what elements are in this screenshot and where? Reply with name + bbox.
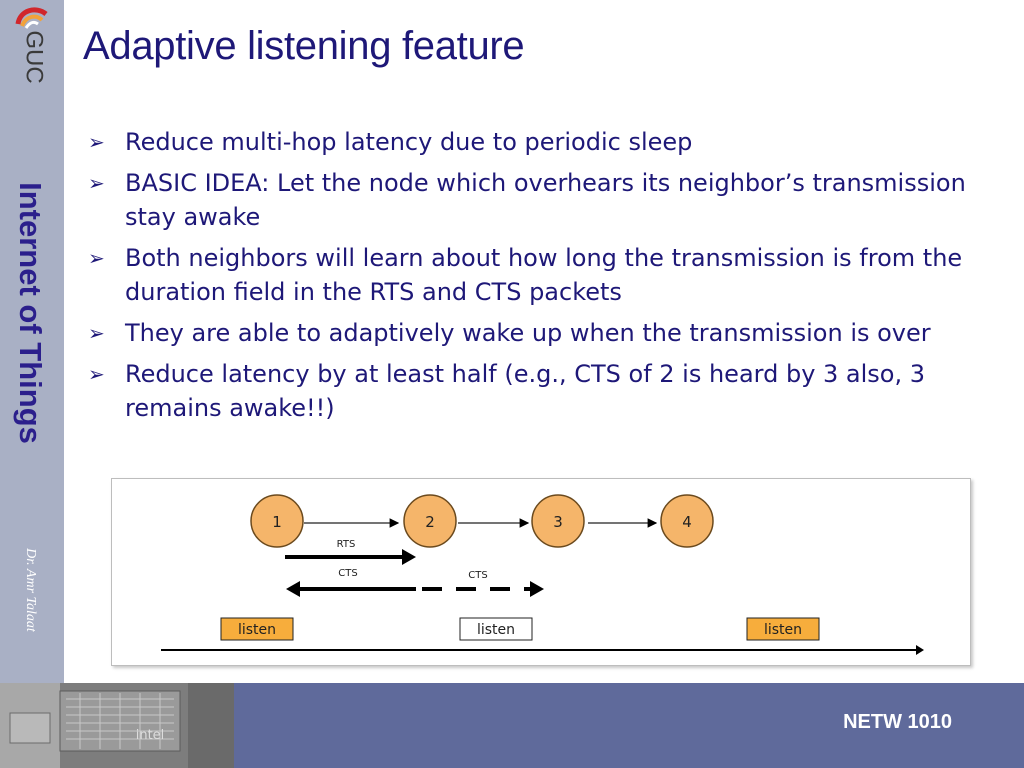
arrow-bullet-icon: ➢ [88, 171, 105, 195]
node-label: 3 [553, 513, 563, 531]
bullet-text: Reduce multi-hop latency due to periodic sleep [125, 128, 693, 156]
adaptive-listening-diagram [111, 478, 971, 666]
arrow-bullet-icon: ➢ [88, 321, 105, 345]
bullet-item [88, 241, 1000, 309]
node-label: 2 [425, 513, 435, 531]
rts-arrowhead [402, 549, 416, 565]
listen-box-1 [221, 618, 293, 640]
arrow-bullet-icon: ➢ [88, 130, 105, 154]
left-sidebar [0, 0, 64, 683]
bullet-text: They are able to adaptively wake up when the transmission is over [125, 319, 931, 347]
node-3 [532, 495, 584, 547]
node-2 [404, 495, 456, 547]
bullet-list [88, 125, 1000, 432]
cts-arrowhead-left [286, 581, 300, 597]
bullet-item [88, 125, 1000, 159]
listen-label: listen [476, 622, 516, 638]
listen-label: listen [237, 622, 277, 638]
listen-box-2 [460, 618, 532, 640]
bullet-item [88, 166, 1000, 234]
bullet-text: BASIC IDEA: Let the node which overhears its neighbor’s transmission stay awake [125, 169, 966, 231]
cts-label-left: CTS [338, 568, 358, 579]
listen-label: listen [763, 622, 803, 638]
author-name: Dr. Amr Talaat [23, 548, 38, 632]
time-axis-arrowhead [916, 645, 924, 655]
footer-bar [0, 683, 1024, 768]
logo-text: GUC [20, 30, 48, 84]
node-label: 4 [682, 513, 692, 531]
bullet-text: Both neighbors will learn about how long the transmission is from the duration field in the RTS and CTS packets [125, 244, 963, 306]
course-code: NETW 1010 [843, 711, 952, 733]
bullet-item [88, 357, 1000, 425]
guc-logo [6, 4, 58, 86]
cts-arrowhead-right [530, 581, 544, 597]
listen-box-3 [747, 618, 819, 640]
rts-label: RTS [336, 539, 356, 550]
chip-image [0, 683, 234, 768]
chip-label: intel [135, 728, 165, 743]
bullet-text: Reduce latency by at least half (e.g., CTS of 2 is heard by 3 also, 3 remains awake!!) [125, 360, 926, 422]
slide-title: Adaptive listening feature [83, 24, 525, 68]
node-1 [251, 495, 303, 547]
node-label: 1 [272, 513, 282, 531]
bullet-item [88, 316, 1000, 350]
cts-label-right: CTS [468, 570, 488, 581]
node-4 [661, 495, 713, 547]
arrow-bullet-icon: ➢ [88, 246, 105, 270]
arrow-bullet-icon: ➢ [88, 362, 105, 386]
vertical-course-title: Internet of Things [13, 182, 48, 444]
